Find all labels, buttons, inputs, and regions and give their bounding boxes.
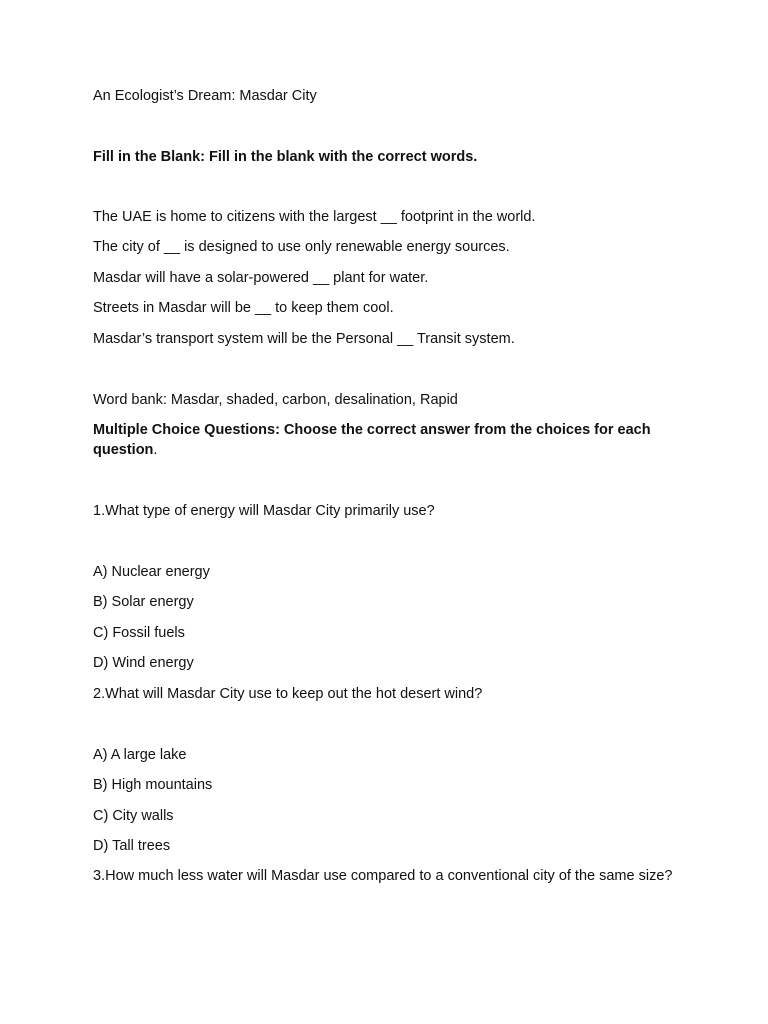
- document-title: An Ecologist’s Dream: Masdar City: [93, 88, 317, 104]
- question-1-option-a: A) Nuclear energy: [93, 564, 210, 580]
- fill-blank-item-4: Streets in Masdar will be __ to keep them cool.: [93, 300, 394, 316]
- mc-heading: [93, 420, 673, 460]
- question-2-option-a: A) A large lake: [93, 747, 187, 763]
- fill-blank-item-3: Masdar will have a solar-powered __ plant for water.: [93, 270, 429, 286]
- question-1-option-d: D) Wind energy: [93, 655, 194, 671]
- fill-blank-heading: Fill in the Blank: Fill in the blank with the correct words.: [93, 149, 478, 165]
- question-1-option-b: B) Solar energy: [93, 594, 194, 610]
- fill-blank-item-2: The city of __ is designed to use only renewable energy sources.: [93, 239, 510, 255]
- question-1-option-c: C) Fossil fuels: [93, 625, 185, 641]
- question-3: 3.How much less water will Masdar use compared to a conventional city of the same size?: [93, 868, 673, 884]
- word-bank: Word bank: Masdar, shaded, carbon, desalination, Rapid: [93, 392, 458, 408]
- fill-blank-item-1: The UAE is home to citizens with the largest __ footprint in the world.: [93, 209, 536, 225]
- fill-blank-item-5: Masdar’s transport system will be the Personal __ Transit system.: [93, 331, 515, 347]
- mc-heading-bold: Multiple Choice Questions: Choose the correct answer from the choices for each question: [93, 422, 651, 458]
- question-2-option-d: D) Tall trees: [93, 838, 171, 854]
- question-2-option-c: C) City walls: [93, 808, 174, 824]
- question-2-option-b: B) High mountains: [93, 777, 213, 793]
- mc-heading-period: .: [153, 442, 158, 458]
- question-1: 1.What type of energy will Masdar City primarily use?: [93, 503, 435, 519]
- question-2: 2.What will Masdar City use to keep out the hot desert wind?: [93, 686, 483, 702]
